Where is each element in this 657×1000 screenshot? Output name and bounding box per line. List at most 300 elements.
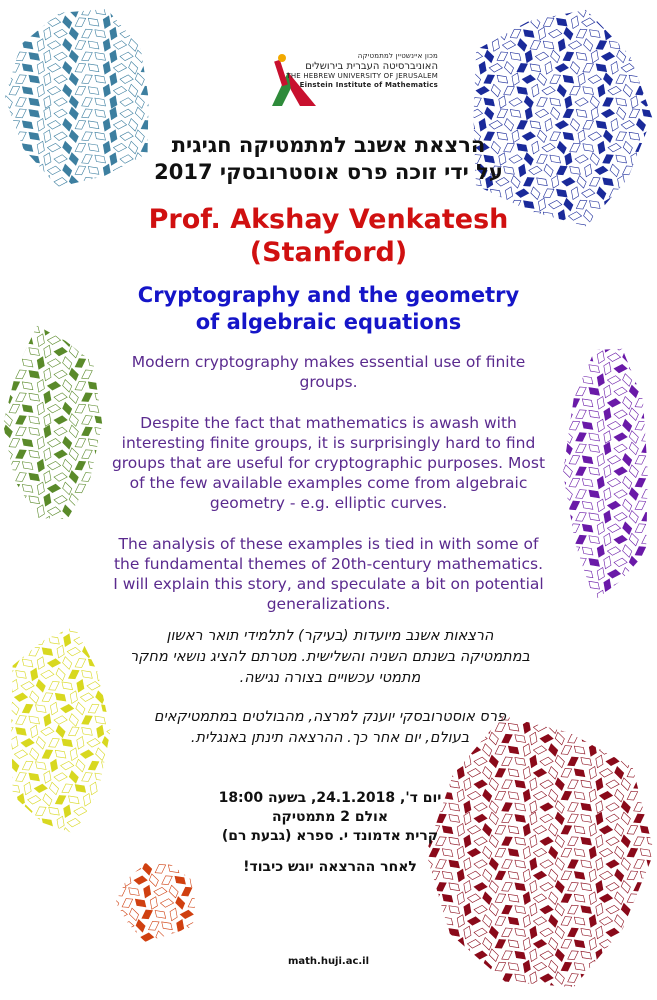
tile (603, 130, 612, 143)
tile (0, 187, 6, 195)
tile (530, 926, 537, 939)
tile (563, 431, 572, 444)
tile (569, 335, 580, 339)
tile (576, 444, 587, 453)
tile (617, 50, 626, 63)
tile (489, 881, 498, 894)
tile (149, 921, 160, 930)
tile (47, 166, 60, 175)
tile (623, 141, 632, 154)
tile (142, 910, 153, 919)
tile (640, 986, 651, 994)
tile (563, 340, 572, 353)
tile (495, 985, 506, 994)
tile (599, 791, 612, 800)
tile (458, 30, 469, 38)
tile (47, 659, 60, 668)
tile (590, 153, 599, 166)
tile (436, 974, 447, 983)
tile (47, 830, 60, 839)
tile (537, 178, 548, 186)
tile (533, 826, 546, 835)
tile (97, 839, 104, 843)
tile (642, 200, 653, 209)
tile (640, 917, 651, 925)
tile (615, 869, 624, 882)
tile (569, 524, 580, 533)
tile (37, 334, 44, 347)
tile (604, 488, 611, 501)
tile (0, 141, 6, 154)
university-logo (258, 52, 438, 122)
tile (97, 725, 104, 738)
tile (569, 376, 580, 385)
tile (642, 581, 653, 590)
tile (577, 176, 586, 189)
tile (3, 841, 14, 843)
tile (0, 52, 1, 61)
tile (581, 951, 592, 959)
tile (485, 107, 494, 120)
tile (467, 985, 480, 994)
tile (3, 771, 12, 784)
tile (502, 860, 513, 869)
tile (588, 132, 601, 141)
tile (502, 974, 513, 983)
tile (623, 454, 632, 467)
tile (510, 110, 521, 118)
tile (629, 533, 638, 546)
tile (621, 881, 630, 894)
tile (103, 828, 110, 841)
tile (606, 757, 619, 766)
tile (634, 905, 645, 914)
tile (449, 974, 460, 982)
tile (647, 906, 657, 914)
tile (10, 759, 19, 772)
tile (635, 421, 646, 430)
tile (518, 39, 527, 52)
tile (550, 75, 561, 84)
tile (9, 63, 20, 72)
tile (510, 29, 521, 38)
tile (508, 894, 519, 902)
tile (116, 933, 127, 941)
tile (540, 837, 553, 846)
tile (23, 634, 32, 647)
tile (200, 876, 203, 885)
tile (549, 915, 558, 928)
tile (614, 364, 627, 373)
tile (529, 0, 542, 4)
tile (621, 64, 634, 73)
tile (467, 962, 480, 971)
tile (596, 812, 603, 825)
tile (420, 767, 426, 780)
tile (495, 939, 506, 948)
tile (588, 75, 601, 84)
tile (37, 459, 44, 472)
tile (9, 359, 20, 368)
tile (502, 41, 515, 50)
tile (89, 634, 98, 647)
tile (37, 318, 44, 324)
tile (94, 625, 107, 634)
tile (560, 522, 566, 535)
tile (589, 983, 596, 996)
tile (120, 109, 133, 118)
tile (147, 944, 160, 946)
tile (589, 869, 596, 882)
tile (562, 7, 575, 16)
tile (615, 983, 624, 996)
tile (47, 318, 60, 322)
tile (24, 618, 31, 624)
tile (495, 962, 506, 971)
tile (540, 928, 553, 937)
tile (69, 107, 78, 120)
tile (634, 757, 645, 766)
tile (476, 86, 489, 95)
tile (576, 490, 587, 499)
tile (16, 716, 27, 725)
tile (420, 997, 421, 1000)
tile (69, 771, 78, 784)
tile (629, 579, 638, 592)
tile (568, 837, 579, 846)
tile (615, 846, 624, 859)
tile (69, 625, 80, 633)
tile (606, 883, 619, 892)
tile (596, 801, 603, 814)
tile (0, 334, 6, 347)
tile (44, 414, 51, 427)
tile (555, 858, 564, 871)
tile (182, 933, 193, 941)
tile (75, 830, 86, 839)
tile (49, 782, 58, 795)
tile (423, 903, 432, 916)
tile (581, 803, 592, 811)
tile (615, 721, 624, 734)
tile (642, 29, 653, 38)
tile (540, 997, 553, 1000)
tile (467, 917, 480, 926)
tile (574, 746, 585, 754)
tile (75, 659, 86, 668)
tile (530, 903, 537, 916)
tile (524, 30, 535, 38)
tile (16, 370, 27, 379)
tile (647, 803, 657, 811)
tile (609, 41, 620, 49)
tile (63, 459, 72, 472)
tile (56, 668, 65, 681)
tile (489, 949, 498, 962)
tile (597, 16, 606, 29)
tile (75, 63, 86, 72)
tiling-yellow-left (0, 618, 115, 843)
tile (530, 41, 541, 50)
tile (648, 547, 657, 555)
tile (69, 50, 78, 63)
tile (544, 0, 553, 6)
tile (614, 490, 627, 499)
tile (578, 73, 585, 86)
tile (108, 693, 115, 702)
tile (615, 29, 628, 38)
talk-title-line1: Cryptography and the geometry (137, 283, 520, 307)
tile (563, 385, 572, 398)
tile (195, 908, 203, 921)
tile (47, 143, 60, 152)
tile (459, 107, 466, 120)
tile (103, 505, 105, 518)
tile (540, 951, 553, 960)
tile (120, 75, 133, 84)
tile (606, 951, 619, 960)
tile (82, 728, 93, 736)
tile (555, 926, 564, 939)
tile (561, 791, 572, 800)
tile (49, 681, 60, 690)
tile (648, 456, 657, 464)
tile (30, 748, 39, 761)
tile (581, 929, 592, 937)
tile (627, 962, 638, 971)
tile (552, 5, 559, 18)
tile (103, 39, 110, 52)
tile (574, 917, 585, 925)
tile (629, 52, 640, 61)
tile (621, 903, 630, 916)
tile (135, 899, 146, 907)
tile (16, 347, 27, 356)
hebrew-note-paragraph-2: פרס אוסטרובסקי יוענק למרצה, מהבולטים במתמטיקאים בעולם, יום אחר כך. ההרצאה תינתן באנגלית. (153, 709, 507, 746)
abstract-paragraph-2: Despite the fact that mathematics is awash with interesting finite groups, it is surprisingly hard to find groups that are useful for cryptographic purposes. Most of the few available examples come from algebraic geometry - e.g. elliptic curves. (111, 414, 546, 512)
tile (0, 318, 6, 324)
tile (574, 826, 585, 834)
tile (550, 98, 561, 106)
tile (47, 404, 60, 413)
tile (69, 27, 78, 40)
tile (508, 769, 519, 777)
tile (170, 908, 177, 921)
tile (16, 29, 27, 38)
tile (55, 693, 66, 701)
tile (589, 744, 596, 757)
tile (616, 98, 627, 106)
tile (610, 0, 619, 6)
tile (647, 758, 657, 766)
tile (618, 5, 625, 18)
tile (82, 109, 93, 118)
tile (523, 960, 530, 973)
tile (69, 153, 78, 166)
tile (16, 177, 27, 186)
tile (0, 62, 6, 75)
tile (623, 419, 632, 432)
tile (491, 84, 500, 97)
tile (50, 702, 57, 715)
tile (3, 670, 14, 679)
tile (154, 87, 165, 95)
tile (3, 425, 12, 438)
tile (576, 604, 587, 610)
tile (497, 109, 508, 118)
tile (599, 826, 612, 835)
tile (420, 780, 421, 789)
tile (560, 410, 561, 419)
tile (54, 370, 67, 379)
tile (63, 402, 72, 415)
tile (574, 769, 585, 777)
tile (636, 143, 647, 152)
tile (642, 410, 653, 419)
tile (54, 496, 67, 505)
tile (47, 41, 60, 50)
tile (49, 738, 60, 747)
tile (629, 442, 638, 455)
tile (558, 39, 565, 52)
tile (22, 121, 33, 129)
tile (576, 53, 587, 61)
tile (3, 345, 12, 358)
tile (569, 569, 580, 578)
tile (0, 325, 1, 334)
tile (615, 938, 624, 951)
tile (568, 860, 579, 869)
tile (596, 835, 603, 848)
tile (43, 623, 52, 636)
tile (515, 860, 526, 868)
tile (582, 376, 593, 384)
tile (148, 52, 159, 61)
tile (457, 960, 464, 973)
tile (628, 7, 641, 16)
tile (83, 623, 90, 636)
tile (464, 881, 471, 894)
tile (474, 951, 487, 960)
tile (3, 368, 12, 381)
tile (596, 778, 603, 791)
tile (523, 915, 530, 928)
tile (102, 807, 113, 816)
tile (599, 705, 612, 709)
tile (627, 825, 638, 834)
tile (560, 558, 561, 567)
tile (22, 336, 33, 344)
tile (530, 755, 537, 768)
tile (589, 490, 600, 498)
tile (37, 119, 44, 132)
tile (642, 535, 653, 544)
tile (604, 431, 611, 444)
tile (0, 634, 5, 647)
tile (549, 983, 558, 996)
tile (648, 335, 657, 338)
tile (3, 516, 12, 529)
tile (502, 780, 513, 789)
tile (569, 398, 580, 407)
tile (14, 693, 27, 702)
tile (582, 570, 593, 578)
tile (479, 119, 486, 132)
tile (642, 444, 653, 453)
tile (597, 351, 604, 364)
tile (576, 433, 587, 442)
tile (604, 198, 611, 211)
tile (549, 721, 558, 734)
tile (508, 826, 519, 834)
tile (635, 478, 646, 487)
tile (54, 155, 67, 164)
tile (161, 110, 165, 118)
tile (67, 818, 80, 827)
tile (648, 479, 657, 487)
tile (589, 938, 596, 951)
tile (582, 18, 595, 27)
tile (484, 75, 495, 84)
tile (508, 986, 519, 994)
tile (69, 727, 80, 736)
tile (42, 648, 53, 656)
tile (457, 892, 464, 905)
tile (582, 353, 593, 361)
tile (589, 513, 600, 521)
tile (154, 121, 165, 129)
tile (0, 380, 6, 393)
tile (22, 485, 33, 493)
tile (495, 917, 506, 926)
tile (70, 748, 77, 761)
tile (505, 16, 512, 29)
tile (113, 189, 126, 195)
tile (502, 814, 513, 823)
tile (614, 410, 627, 419)
tile (597, 397, 604, 410)
tile (576, 512, 587, 521)
tile (47, 439, 60, 448)
tile (22, 439, 33, 447)
tile (29, 325, 40, 333)
tile (634, 951, 645, 960)
tile (591, 50, 598, 63)
tile (649, 120, 657, 129)
tile (634, 996, 645, 1000)
tile (642, 110, 653, 118)
tile (589, 705, 596, 711)
tile (44, 368, 51, 381)
tile (568, 951, 579, 960)
tile (576, 200, 587, 209)
tile (617, 221, 626, 234)
tile (458, 6, 469, 15)
tile (162, 876, 173, 885)
tile (9, 18, 20, 27)
tile (549, 892, 558, 905)
tile (82, 347, 93, 356)
tile (627, 894, 638, 903)
tile (457, 915, 464, 928)
hebrew-heading-line2: על ידי זוכה פרס אוסטרובסקי 2017 (154, 160, 503, 184)
tile (162, 942, 171, 946)
tile (82, 473, 93, 482)
tile (543, 189, 554, 198)
tile (589, 445, 600, 453)
tile (557, 0, 568, 4)
tile (127, 865, 140, 874)
